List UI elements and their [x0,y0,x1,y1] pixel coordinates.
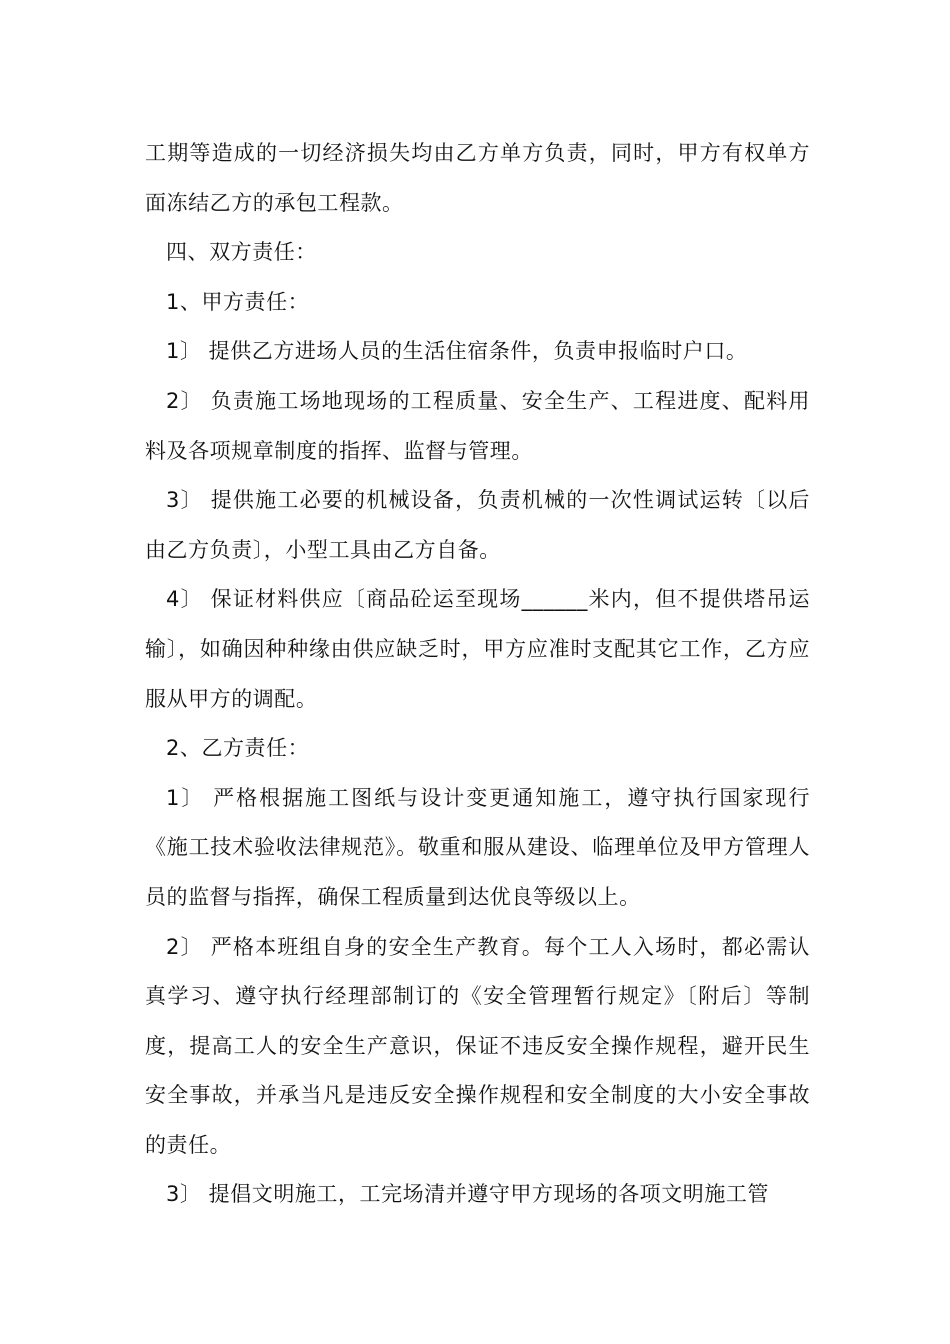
paragraph-party-b-item-3: 3〕 提倡文明施工，工完场清并遵守甲方现场的各项文明施工管 [166,1182,769,1207]
section-heading-mutual-responsibilities: 四、双方责任： [166,240,317,265]
paragraph-party-a-item-1: 1〕 提供乙方进场人员的生活住宿条件，负责申报临时户口。 [166,339,748,364]
paragraph-party-b-item-1: 1〕 严格根据施工图纸与设计变更通知施工，遵守执行国家现行《施工技术验收法律规范》。敬重和服从建设、临理单位及甲方管理人员的监督与指挥，确保工程质量到达优良等级以上。 [145,785,810,909]
paragraph-party-a-item-4: 4〕 保证材料供应〔商品砼运至现场______米内，但不提供塔吊运输〕，如确因种种缘由供应缺乏时，甲方应准时支配其它工作，乙方应服从甲方的调配。 [145,587,810,711]
subsection-heading-party-a: 1、甲方责任： [166,289,310,314]
subsection-heading-party-b: 2、乙方责任： [166,736,310,761]
paragraph-party-a-item-3: 3〕 提供施工必要的机械设备，负责机械的一次性调试运转〔以后由乙方负责〕，小型工具由乙方自备。 [145,488,810,562]
paragraph-loss-responsibility: 工期等造成的一切经济损失均由乙方单方负责，同时，甲方有权单方面冻结乙方的承包工程款。 [145,141,810,215]
paragraph-party-b-item-2: 2〕 严格本班组自身的安全生产教育。每个工人入场时，都必需认真学习、遵守执行经理部制订的《安全管理暂行规定》〔附后〕等制度，提高工人的安全生产意识，保证不违反安全操作规程，避开民生安全事故，并承当凡是违反安全操作规程和安全制度的大小安全事故的责任。 [145,934,810,1157]
document-body [145,129,810,1220]
paragraph-party-a-item-2: 2〕 负责施工场地现场的工程质量、安全生产、工程进度、配料用料及各项规章制度的指挥、监督与管理。 [145,388,810,463]
